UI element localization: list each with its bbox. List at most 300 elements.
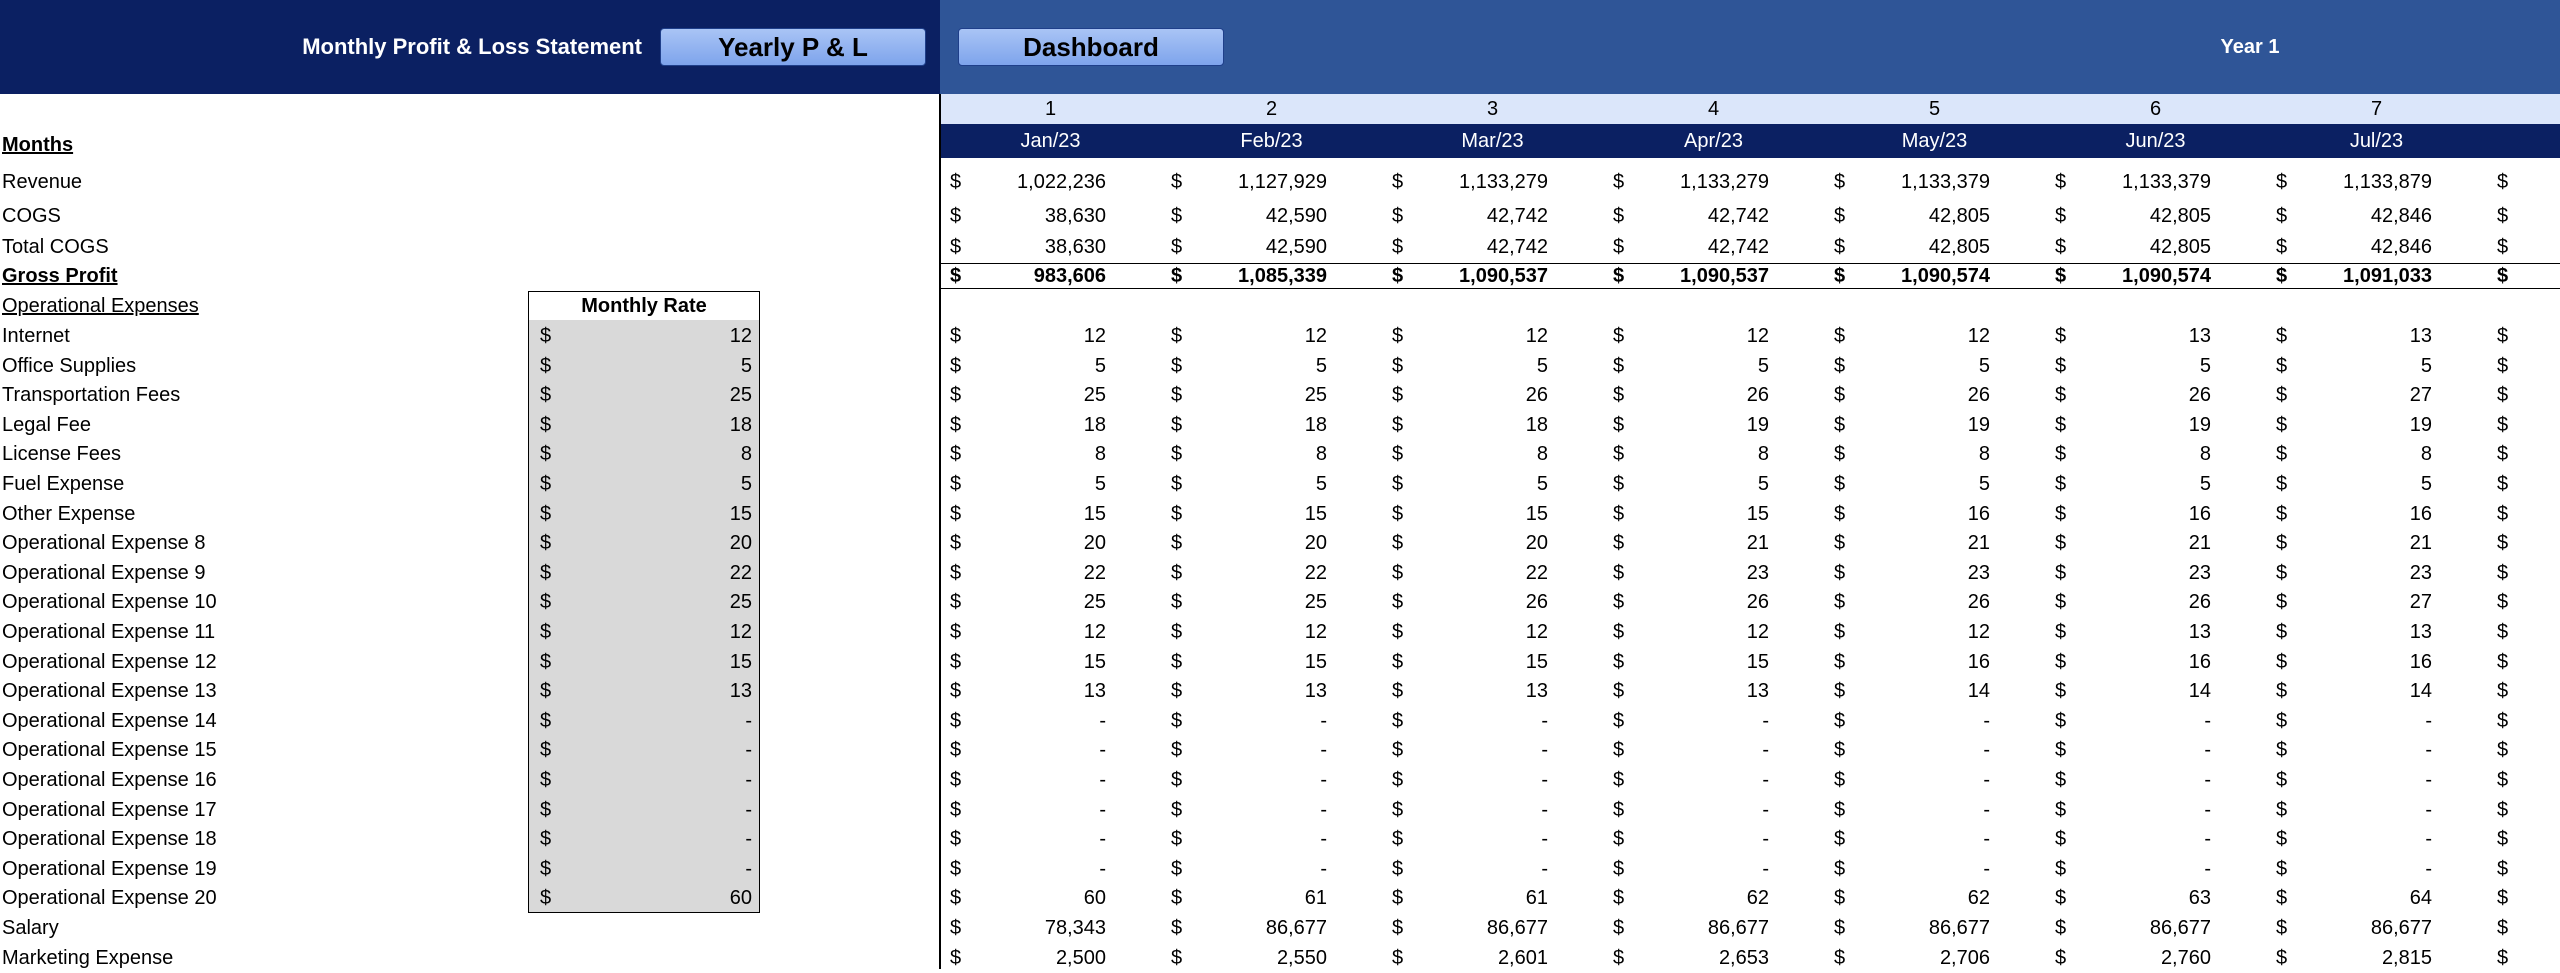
cell-currency: $ <box>2276 503 2288 525</box>
cell-currency: $ <box>1392 651 1404 673</box>
months-label: Months <box>2 134 74 156</box>
cell-value: - <box>1983 828 1990 850</box>
cell-currency: $ <box>2055 591 2067 613</box>
cell-currency: $ <box>950 236 962 258</box>
cell-currency: $ <box>950 171 962 193</box>
month-name: Jul/23 <box>2349 129 2404 152</box>
table-row <box>0 352 2560 381</box>
cell-currency: $ <box>1392 503 1404 525</box>
cell-value: 1,090,574 <box>1901 265 1990 287</box>
row-label: Operational Expense 17 <box>2 799 217 821</box>
cell-value: 2,815 <box>2381 947 2432 969</box>
rate-value[interactable]: 13 <box>729 680 752 702</box>
cell-currency: $ <box>2497 828 2509 850</box>
cell-currency: $ <box>1613 710 1625 732</box>
cell-currency: $ <box>1171 680 1183 702</box>
rate-value[interactable]: 60 <box>729 887 752 909</box>
cell-value: 8 <box>1978 443 1990 465</box>
cell-value: - <box>1983 799 1990 821</box>
month-number: 6 <box>2149 97 2162 120</box>
cell-currency: $ <box>2497 414 2509 436</box>
cell-currency: $ <box>950 562 962 584</box>
table-row <box>0 736 2560 765</box>
cell-value: - <box>1099 710 1106 732</box>
cell-currency: $ <box>2276 325 2288 347</box>
cell-value: 60 <box>1083 887 1106 909</box>
cell-currency: $ <box>1392 710 1404 732</box>
rate-value[interactable]: - <box>745 739 752 761</box>
row-label: Operational Expense 18 <box>2 828 217 850</box>
cell-currency: $ <box>2497 443 2509 465</box>
cell-value: - <box>2425 799 2432 821</box>
cell-value: 23 <box>1967 562 1990 584</box>
cell-value: - <box>1983 769 1990 791</box>
cell-currency: $ <box>1613 325 1625 347</box>
cell-value: - <box>2425 858 2432 880</box>
rate-currency: $ <box>540 503 552 525</box>
cell-value: 12 <box>1746 325 1769 347</box>
cell-currency: $ <box>950 680 962 702</box>
rate-value[interactable]: 20 <box>729 532 752 554</box>
rate-value[interactable]: - <box>745 858 752 880</box>
cell-currency: $ <box>950 799 962 821</box>
table-row <box>0 500 2560 529</box>
row-label: Marketing Expense <box>2 947 174 969</box>
cell-currency: $ <box>1834 503 1846 525</box>
cell-currency: $ <box>950 503 962 525</box>
cell-value: - <box>1541 858 1548 880</box>
cell-currency: $ <box>1392 443 1404 465</box>
cell-value: 15 <box>1083 651 1106 673</box>
row-label: Operational Expenses <box>2 295 199 317</box>
cell-currency: $ <box>1171 799 1183 821</box>
cell-value: 12 <box>1304 621 1327 643</box>
cell-currency: $ <box>1613 265 1625 287</box>
cell-value: 86,677 <box>1928 917 1990 939</box>
table-row <box>0 766 2560 795</box>
cell-currency: $ <box>2497 265 2509 287</box>
cell-currency: $ <box>1171 473 1183 495</box>
cell-value: 15 <box>1746 503 1769 525</box>
cell-currency: $ <box>1613 680 1625 702</box>
rate-value[interactable]: - <box>745 828 752 850</box>
cell-value: 5 <box>1536 473 1548 495</box>
cell-currency: $ <box>950 355 962 377</box>
cell-currency: $ <box>2276 858 2288 880</box>
row-label: Operational Expense 15 <box>2 739 217 761</box>
cell-value: 25 <box>1304 591 1327 613</box>
rate-value[interactable]: 15 <box>729 503 752 525</box>
month-name: Mar/23 <box>1461 129 1524 152</box>
cell-value: 5 <box>1315 473 1327 495</box>
cell-currency: $ <box>2276 917 2288 939</box>
cell-value: 26 <box>2188 384 2211 406</box>
cell-currency: $ <box>1613 947 1625 969</box>
cell-currency: $ <box>2055 887 2067 909</box>
cell-currency: $ <box>1834 710 1846 732</box>
cell-value: - <box>1320 769 1327 791</box>
cell-currency: $ <box>2276 739 2288 761</box>
cell-value: 5 <box>2420 473 2432 495</box>
cell-currency: $ <box>1392 532 1404 554</box>
rate-value[interactable]: 12 <box>729 621 752 643</box>
cell-currency: $ <box>950 828 962 850</box>
rate-currency: $ <box>540 887 552 909</box>
cell-currency: $ <box>2497 503 2509 525</box>
cell-value: 2,601 <box>1497 947 1548 969</box>
cell-value: - <box>1762 799 1769 821</box>
rate-value[interactable]: 18 <box>729 414 752 436</box>
cell-currency: $ <box>1171 769 1183 791</box>
month-number: 2 <box>1265 97 1278 120</box>
cell-currency: $ <box>2497 651 2509 673</box>
cell-currency: $ <box>2497 947 2509 969</box>
row-label: Salary <box>2 917 59 939</box>
rate-value[interactable]: 22 <box>729 562 752 584</box>
cell-value: 63 <box>2188 887 2211 909</box>
cell-currency: $ <box>2055 651 2067 673</box>
cell-currency: $ <box>1834 828 1846 850</box>
cell-currency: $ <box>950 858 962 880</box>
cell-currency: $ <box>950 621 962 643</box>
cell-value: - <box>1320 799 1327 821</box>
cell-currency: $ <box>1392 828 1404 850</box>
row-label: Operational Expense 20 <box>2 887 217 909</box>
cell-currency: $ <box>950 710 962 732</box>
cell-currency: $ <box>2055 799 2067 821</box>
cell-currency: $ <box>950 739 962 761</box>
cell-currency: $ <box>1834 265 1846 287</box>
rate-value[interactable]: - <box>745 799 752 821</box>
cell-value: 18 <box>1083 414 1106 436</box>
cell-currency: $ <box>950 651 962 673</box>
row-label: Transportation Fees <box>2 384 181 406</box>
cell-currency: $ <box>950 473 962 495</box>
cell-currency: $ <box>2497 680 2509 702</box>
table-row <box>0 677 2560 706</box>
cell-value: 5 <box>1978 355 1990 377</box>
cell-value: 42,805 <box>2149 236 2211 258</box>
cell-value: 5 <box>2199 473 2211 495</box>
cell-currency: $ <box>2276 621 2288 643</box>
cell-value: 1,133,879 <box>2343 171 2432 193</box>
table-row <box>0 588 2560 617</box>
cell-value: 26 <box>1967 384 1990 406</box>
table-row <box>0 322 2560 351</box>
cell-currency: $ <box>1171 265 1183 287</box>
cell-currency: $ <box>1834 236 1846 258</box>
cell-value: 16 <box>2188 503 2211 525</box>
cell-currency: $ <box>2497 799 2509 821</box>
cell-currency: $ <box>1171 325 1183 347</box>
cell-currency: $ <box>950 917 962 939</box>
cell-value: 2,500 <box>1055 947 1106 969</box>
cell-currency: $ <box>1171 947 1183 969</box>
rate-value[interactable]: 25 <box>729 591 752 613</box>
cell-currency: $ <box>1171 858 1183 880</box>
cell-value: - <box>1983 710 1990 732</box>
month-name: May/23 <box>1901 129 1968 152</box>
cell-currency: $ <box>1613 384 1625 406</box>
cell-currency: $ <box>2276 710 2288 732</box>
month-name: Jan/23 <box>1020 129 1081 152</box>
rate-value[interactable]: - <box>745 710 752 732</box>
cell-value: 42,805 <box>1928 205 1990 227</box>
row-label: Operational Expense 16 <box>2 769 217 791</box>
cell-value: 8 <box>1094 443 1106 465</box>
cell-value: 15 <box>1083 503 1106 525</box>
cell-currency: $ <box>1392 769 1404 791</box>
cell-currency: $ <box>1834 917 1846 939</box>
cell-value: 5 <box>1094 473 1106 495</box>
cell-currency: $ <box>950 443 962 465</box>
cell-currency: $ <box>1613 562 1625 584</box>
cell-value: 19 <box>2188 414 2211 436</box>
cell-value: - <box>1983 739 1990 761</box>
cell-value: 2,653 <box>1718 947 1769 969</box>
cell-currency: $ <box>950 947 962 969</box>
cell-value: 8 <box>2420 443 2432 465</box>
cell-currency: $ <box>1392 947 1404 969</box>
cell-currency: $ <box>2497 236 2509 258</box>
cell-value: 15 <box>1525 503 1548 525</box>
cell-value: 64 <box>2409 887 2432 909</box>
cell-currency: $ <box>2055 858 2067 880</box>
cell-value: 1,090,574 <box>2122 265 2211 287</box>
cell-value: 42,590 <box>1265 236 1327 258</box>
cell-currency: $ <box>1834 443 1846 465</box>
cell-value: - <box>1762 858 1769 880</box>
month-number: 1 <box>1044 97 1057 120</box>
cell-value: 8 <box>2199 443 2211 465</box>
cell-currency: $ <box>2055 384 2067 406</box>
rate-value[interactable]: 5 <box>740 355 752 377</box>
cell-currency: $ <box>1613 171 1625 193</box>
cell-value: 1,133,279 <box>1680 171 1769 193</box>
rate-value[interactable]: 15 <box>729 651 752 673</box>
dashboard-button[interactable]: Dashboard <box>958 28 1224 66</box>
cell-value: 5 <box>1757 473 1769 495</box>
yearly-pl-button[interactable]: Yearly P & L <box>660 28 926 66</box>
cell-value: 19 <box>2409 414 2432 436</box>
row-label: Revenue <box>2 171 83 193</box>
cell-value: 5 <box>1315 355 1327 377</box>
row-label: Legal Fee <box>2 414 91 436</box>
rate-currency: $ <box>540 532 552 554</box>
cell-value: 15 <box>1746 651 1769 673</box>
cell-value: 13 <box>2188 621 2211 643</box>
cell-value: 21 <box>2188 532 2211 554</box>
cell-value: 1,133,379 <box>2122 171 2211 193</box>
cell-currency: $ <box>2497 917 2509 939</box>
cell-currency: $ <box>2055 562 2067 584</box>
cell-currency: $ <box>1392 473 1404 495</box>
cell-currency: $ <box>1834 651 1846 673</box>
cell-currency: $ <box>1171 443 1183 465</box>
cell-currency: $ <box>1613 414 1625 436</box>
rate-value[interactable]: 8 <box>740 443 752 465</box>
table-row <box>0 914 2560 943</box>
cell-currency: $ <box>2497 887 2509 909</box>
rate-value[interactable]: - <box>745 769 752 791</box>
cell-value: 26 <box>1525 591 1548 613</box>
cell-value: 18 <box>1525 414 1548 436</box>
cell-value: - <box>2204 828 2211 850</box>
cell-currency: $ <box>2497 621 2509 643</box>
cell-value: - <box>1099 739 1106 761</box>
cell-value: 14 <box>2409 680 2432 702</box>
cell-currency: $ <box>1613 236 1625 258</box>
cell-currency: $ <box>2055 947 2067 969</box>
cell-currency: $ <box>1392 384 1404 406</box>
cell-currency: $ <box>2276 591 2288 613</box>
row-label: Fuel Expense <box>2 473 125 495</box>
cell-value: - <box>2425 828 2432 850</box>
cell-currency: $ <box>1171 384 1183 406</box>
cell-currency: $ <box>2276 680 2288 702</box>
cell-currency: $ <box>2497 562 2509 584</box>
rate-currency: $ <box>540 651 552 673</box>
cell-value: 20 <box>1083 532 1106 554</box>
cell-currency: $ <box>1392 355 1404 377</box>
cell-value: 19 <box>1967 414 1990 436</box>
cell-currency: $ <box>2055 171 2067 193</box>
row-label: Operational Expense 11 <box>2 621 216 643</box>
cell-currency: $ <box>2497 769 2509 791</box>
cell-value: 86,677 <box>2370 917 2432 939</box>
cell-currency: $ <box>2276 947 2288 969</box>
cell-currency: $ <box>1392 680 1404 702</box>
cell-currency: $ <box>2497 739 2509 761</box>
cell-currency: $ <box>2497 473 2509 495</box>
cell-value: 27 <box>2409 384 2432 406</box>
rate-value[interactable]: 25 <box>729 384 752 406</box>
row-label: Operational Expense 9 <box>2 562 206 584</box>
month-name: Jun/23 <box>2125 129 2186 152</box>
cell-currency: $ <box>1613 532 1625 554</box>
cell-value: 23 <box>2409 562 2432 584</box>
rate-currency: $ <box>540 384 552 406</box>
cell-value: - <box>2204 710 2211 732</box>
cell-currency: $ <box>2055 205 2067 227</box>
cell-value: 42,742 <box>1486 205 1548 227</box>
rate-currency: $ <box>540 325 552 347</box>
cell-currency: $ <box>1171 532 1183 554</box>
cell-currency: $ <box>2055 828 2067 850</box>
cell-value: 38,630 <box>1044 205 1106 227</box>
row-label: Office Supplies <box>2 355 137 377</box>
cell-value: 5 <box>1978 473 1990 495</box>
cell-value: 22 <box>1304 562 1327 584</box>
cell-value: 13 <box>1304 680 1327 702</box>
cell-value: 18 <box>1304 414 1327 436</box>
cell-value: 23 <box>1746 562 1769 584</box>
cell-currency: $ <box>1392 265 1404 287</box>
cell-currency: $ <box>2055 769 2067 791</box>
table-row <box>0 411 2560 440</box>
cell-value: 86,677 <box>1486 917 1548 939</box>
rate-currency: $ <box>540 680 552 702</box>
cell-value: - <box>2204 799 2211 821</box>
cell-currency: $ <box>2276 473 2288 495</box>
cell-currency: $ <box>2055 325 2067 347</box>
cell-currency: $ <box>950 887 962 909</box>
rate-value[interactable]: 12 <box>729 325 752 347</box>
cell-currency: $ <box>1392 205 1404 227</box>
month-number: 5 <box>1928 97 1941 120</box>
cell-currency: $ <box>2276 236 2288 258</box>
table-row <box>0 618 2560 647</box>
rate-value[interactable]: 5 <box>740 473 752 495</box>
cell-value: 12 <box>1083 621 1106 643</box>
month-name: Feb/23 <box>1240 129 1303 152</box>
table-row <box>0 262 2560 291</box>
cell-currency: $ <box>2276 443 2288 465</box>
cell-currency: $ <box>2276 414 2288 436</box>
rate-currency: $ <box>540 710 552 732</box>
cell-value: - <box>1762 710 1769 732</box>
cell-value: 42,590 <box>1265 205 1327 227</box>
cell-currency: $ <box>2055 473 2067 495</box>
cell-currency: $ <box>950 591 962 613</box>
cell-value: - <box>2204 858 2211 880</box>
cell-value: 8 <box>1315 443 1327 465</box>
table-row <box>0 648 2560 677</box>
cell-currency: $ <box>950 325 962 347</box>
cell-value: 26 <box>1525 384 1548 406</box>
cell-value: 20 <box>1525 532 1548 554</box>
cell-value: 62 <box>1746 887 1769 909</box>
table-row <box>0 168 2560 197</box>
cell-currency: $ <box>2497 710 2509 732</box>
cell-currency: $ <box>1834 858 1846 880</box>
cell-currency: $ <box>1834 355 1846 377</box>
cell-value: - <box>1541 769 1548 791</box>
cell-currency: $ <box>950 205 962 227</box>
cell-currency: $ <box>2055 710 2067 732</box>
cell-value: 5 <box>1757 355 1769 377</box>
cell-currency: $ <box>2276 651 2288 673</box>
cell-value: 5 <box>1536 355 1548 377</box>
cell-currency: $ <box>1613 858 1625 880</box>
cell-value: 13 <box>2409 325 2432 347</box>
row-label: Operational Expense 13 <box>2 680 217 702</box>
row-label: Total COGS <box>2 236 109 258</box>
cell-currency: $ <box>1171 887 1183 909</box>
cell-value: 38,630 <box>1044 236 1106 258</box>
cell-value: 13 <box>1525 680 1548 702</box>
cell-currency: $ <box>1171 591 1183 613</box>
table-row <box>0 440 2560 469</box>
cell-currency: $ <box>1613 887 1625 909</box>
row-label: Operational Expense 10 <box>2 591 217 613</box>
cell-currency: $ <box>1171 205 1183 227</box>
table-row <box>0 292 2560 321</box>
cell-currency: $ <box>2276 205 2288 227</box>
cell-currency: $ <box>1613 739 1625 761</box>
table-row <box>0 470 2560 499</box>
table-row <box>0 233 2560 262</box>
cell-value: 21 <box>1967 532 1990 554</box>
month-number: 7 <box>2370 97 2383 120</box>
cell-currency: $ <box>1613 769 1625 791</box>
rate-currency: $ <box>540 443 552 465</box>
cell-currency: $ <box>1834 887 1846 909</box>
cell-value: 25 <box>1083 384 1106 406</box>
cell-currency: $ <box>1613 591 1625 613</box>
cell-value: - <box>2425 739 2432 761</box>
cell-value: 42,846 <box>2370 236 2432 258</box>
